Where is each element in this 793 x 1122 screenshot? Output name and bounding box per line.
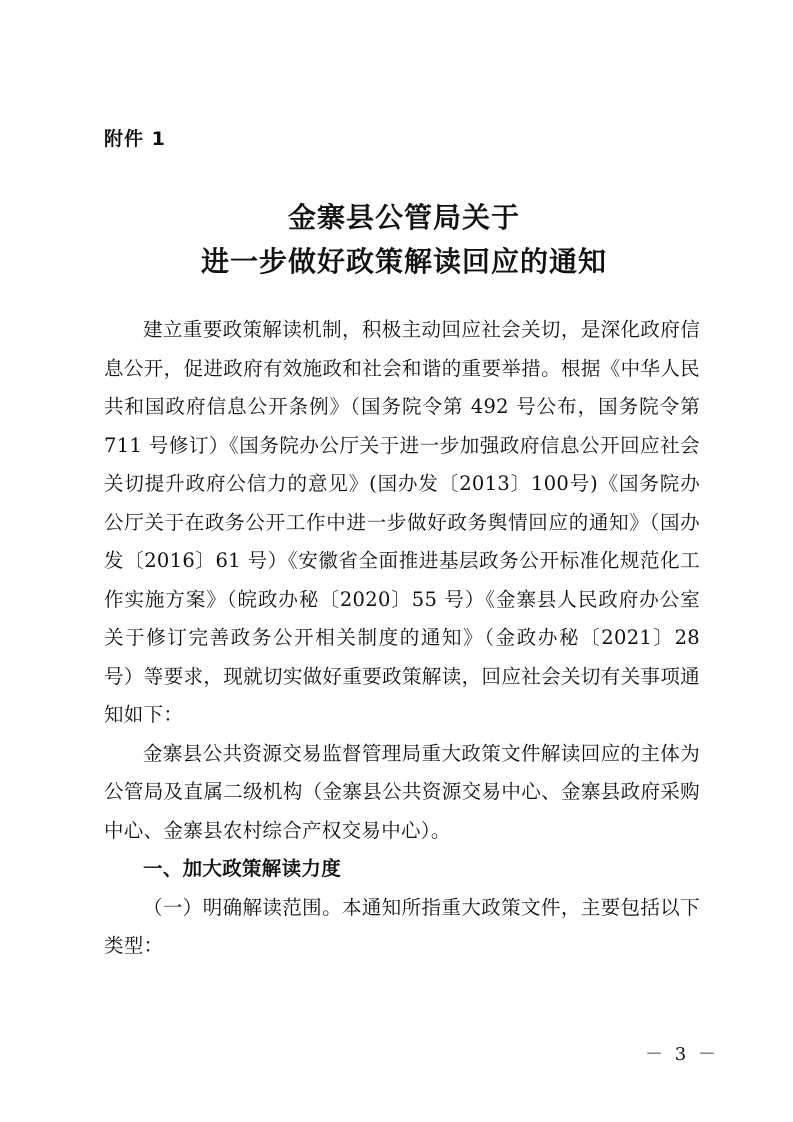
section-heading-1: 一、加大政策解读力度 [143, 857, 342, 880]
attachment-label: 附件 1 [104, 128, 166, 150]
document-title-line-1: 金寨县公管局关于 [287, 201, 520, 234]
body-paragraph-subject: 金寨县公共资源交易监督管理局重大政策文件解读回应的主体为公管局及直属二级机构（金寨县公共资源交易中心、金寨县政府采购中心、金寨县农村综合产权交易中心）。 [104, 741, 700, 842]
document-body [104, 311, 700, 966]
page-number: － 3 － [645, 1044, 719, 1065]
body-paragraph-scope: （一）明确解读范围。本通知所指重大政策文件，主要包括以下类型： [104, 895, 700, 957]
document-title-line-2: 进一步做好政策解读回应的通知 [200, 245, 607, 278]
body-paragraph-intro: 建立重要政策解读机制，积极主动回应社会关切，是深化政府信息公开，促进政府有效施政和社会和谐的重要举措。根据《中华人民共和国政府信息公开条例》（国务院令第 492 号公布，国务院令第 711 号修订）《国务院办公厅关于进一步加强政府信息公开回应社会关切提升政府公信力的意见》(国办发〔2013〕100号)《国务院办公厅关于在政务公开工作中进一步做好政务舆情回应的通知》（国办发〔2016〕61 号）《安徽省全面推进基层政务公开标准化规范化工作实施方案》（皖政办秘〔2020〕55 号）《金寨县人民政府办公室关于修订完善政务公开相关制度的通知》（金政办秘〔2021〕28 号）等要求，现就切实做好重要政策解读，回应社会关切有关事项通知如下： [104, 318, 700, 726]
